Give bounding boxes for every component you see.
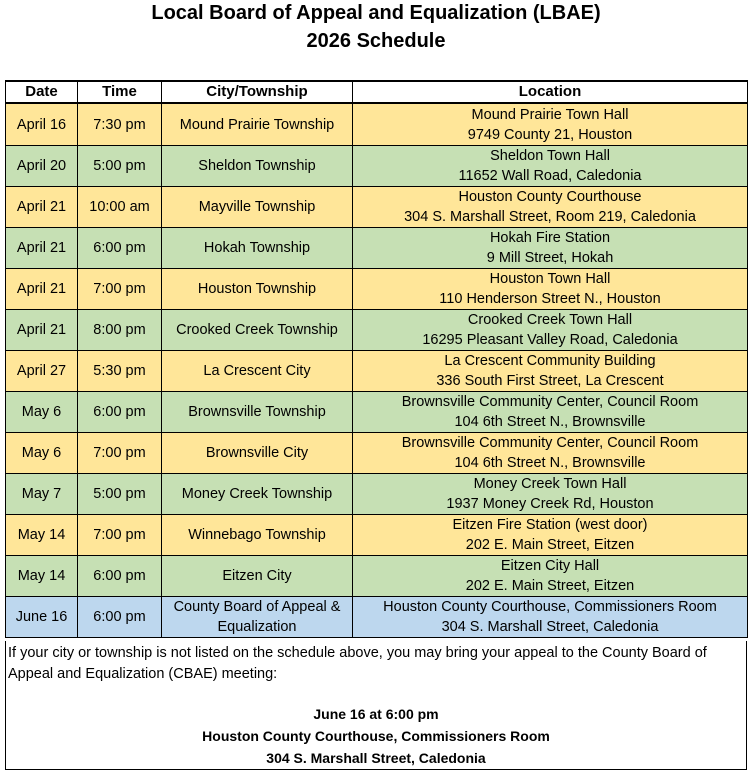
table-row	[6, 103, 748, 146]
header-city: City/Township	[162, 81, 353, 103]
table-row	[6, 515, 748, 556]
location-address: 9749 County 21, Houston	[467, 126, 633, 143]
cell-city: Winnebago Township	[162, 515, 353, 556]
location-address: 11652 Wall Road, Caledonia	[458, 168, 642, 184]
cell-date: April 16	[6, 103, 78, 146]
location-name: Sheldon Town Hall	[490, 148, 610, 164]
location-address: 202 E. Main Street, Eitzen	[465, 578, 635, 594]
footer-address: 304 S. Marshall Street, Caledonia	[266, 750, 486, 766]
cell-date: April 21	[6, 228, 78, 269]
table-row	[6, 310, 748, 351]
cell-location	[353, 515, 748, 556]
cell-location	[353, 556, 748, 597]
cell-city: Hokah Township	[162, 228, 353, 269]
location-address: 304 S. Marshall Street, Room 219, Caledonia	[404, 209, 696, 225]
cell-time: 7:00 pm	[78, 515, 162, 556]
cell-city: Houston Township	[162, 269, 353, 310]
footer-box	[5, 641, 747, 770]
location-address: 1937 Money Creek Rd, Houston	[446, 496, 654, 512]
cell-time: 5:00 pm	[78, 146, 162, 187]
table-row	[6, 187, 748, 228]
table-row	[6, 269, 748, 310]
cell-date: May 7	[6, 474, 78, 515]
cell-city: Sheldon Township	[162, 146, 353, 187]
cell-city: Crooked Creek Township	[162, 310, 353, 351]
cell-location	[353, 103, 748, 146]
cell-city: Eitzen City	[162, 556, 353, 597]
table-row	[6, 228, 748, 269]
cell-location	[353, 310, 748, 351]
location-name: Money Creek Town Hall	[473, 476, 627, 492]
cell-city: Mound Prairie Township	[162, 103, 353, 146]
cell-time: 5:00 pm	[78, 474, 162, 515]
cell-city: County Board of Appeal & Equalization	[162, 597, 353, 638]
table-row	[6, 597, 748, 638]
location-name: Eitzen City Hall	[500, 558, 600, 574]
cell-date: April 20	[6, 146, 78, 187]
cell-city: Money Creek Township	[162, 474, 353, 515]
cell-location	[353, 351, 748, 392]
cell-date: May 6	[6, 392, 78, 433]
cell-time: 5:30 pm	[78, 351, 162, 392]
location-name: Houston County Courthouse	[458, 189, 642, 205]
cell-date: April 21	[6, 269, 78, 310]
cell-location	[353, 597, 748, 638]
location-address: 304 S. Marshall Street, Caledonia	[441, 619, 659, 635]
cell-time: 6:00 pm	[78, 228, 162, 269]
cell-city: Brownsville City	[162, 433, 353, 474]
header-date: Date	[6, 81, 78, 103]
location-name: Houston County Courthouse, Commissioners Room	[383, 599, 717, 615]
cell-date: April 27	[6, 351, 78, 392]
footer-venue: Houston County Courthouse, Commissioners Room	[202, 728, 550, 744]
location-name: La Crescent Community Building	[444, 353, 656, 369]
location-name: Crooked Creek Town Hall	[467, 312, 633, 328]
cell-date: May 14	[6, 556, 78, 597]
footer-date-time: June 16 at 6:00 pm	[313, 706, 439, 722]
cell-time: 8:00 pm	[78, 310, 162, 351]
location-address: 110 Henderson Street N., Houston	[439, 291, 661, 307]
cell-location	[353, 474, 748, 515]
location-address: 202 E. Main Street, Eitzen	[465, 537, 635, 553]
cell-time: 6:00 pm	[78, 556, 162, 597]
cell-city: La Crescent City	[162, 351, 353, 392]
location-name: Brownsville Community Center, Council Room	[401, 394, 699, 410]
cell-date: April 21	[6, 187, 78, 228]
table-row	[6, 474, 748, 515]
table-header-row	[6, 81, 748, 103]
cell-time: 7:30 pm	[78, 103, 162, 146]
schedule-rows	[6, 103, 748, 638]
cell-date: May 6	[6, 433, 78, 474]
cell-location	[353, 228, 748, 269]
table-row	[6, 556, 748, 597]
header-location: Location	[353, 81, 748, 103]
cell-location	[353, 392, 748, 433]
header-time: Time	[78, 81, 162, 103]
cell-date: April 21	[6, 310, 78, 351]
location-address: 9 Mill Street, Hokah	[486, 250, 614, 266]
cell-time: 10:00 am	[78, 187, 162, 228]
location-name: Eitzen Fire Station (west door)	[452, 517, 648, 533]
location-name: Hokah Fire Station	[489, 230, 611, 246]
cell-city: Brownsville Township	[162, 392, 353, 433]
cell-time: 7:00 pm	[78, 269, 162, 310]
page-title: Local Board of Appeal and Equalization (LBAE)	[151, 2, 601, 24]
cell-time: 7:00 pm	[78, 433, 162, 474]
table-row	[6, 146, 748, 187]
table-row	[6, 392, 748, 433]
location-address: 104 6th Street N., Brownsville	[454, 414, 646, 430]
footer-note: If your city or township is not listed on the schedule above, you may bring your appeal to the County Board of Appeal and Equalization (CBAE) meeting:	[8, 645, 707, 682]
cell-location	[353, 146, 748, 187]
location-name: Brownsville Community Center, Council Room	[401, 435, 699, 451]
cell-time: 6:00 pm	[78, 392, 162, 433]
cell-time: 6:00 pm	[78, 597, 162, 638]
location-address: 104 6th Street N., Brownsville	[454, 455, 646, 471]
cell-city: Mayville Township	[162, 187, 353, 228]
location-name: Houston Town Hall	[489, 271, 611, 287]
table-row	[6, 433, 748, 474]
table-row	[6, 351, 748, 392]
cell-date: June 16	[6, 597, 78, 638]
cell-location	[353, 187, 748, 228]
location-name: Mound Prairie Town Hall	[471, 106, 629, 123]
cell-date: May 14	[6, 515, 78, 556]
page-subtitle: 2026 Schedule	[306, 30, 446, 52]
cell-location	[353, 433, 748, 474]
cell-location	[353, 269, 748, 310]
location-address: 16295 Pleasant Valley Road, Caledonia	[422, 332, 678, 348]
schedule-table	[5, 80, 748, 638]
location-address: 336 South First Street, La Crescent	[436, 373, 664, 389]
